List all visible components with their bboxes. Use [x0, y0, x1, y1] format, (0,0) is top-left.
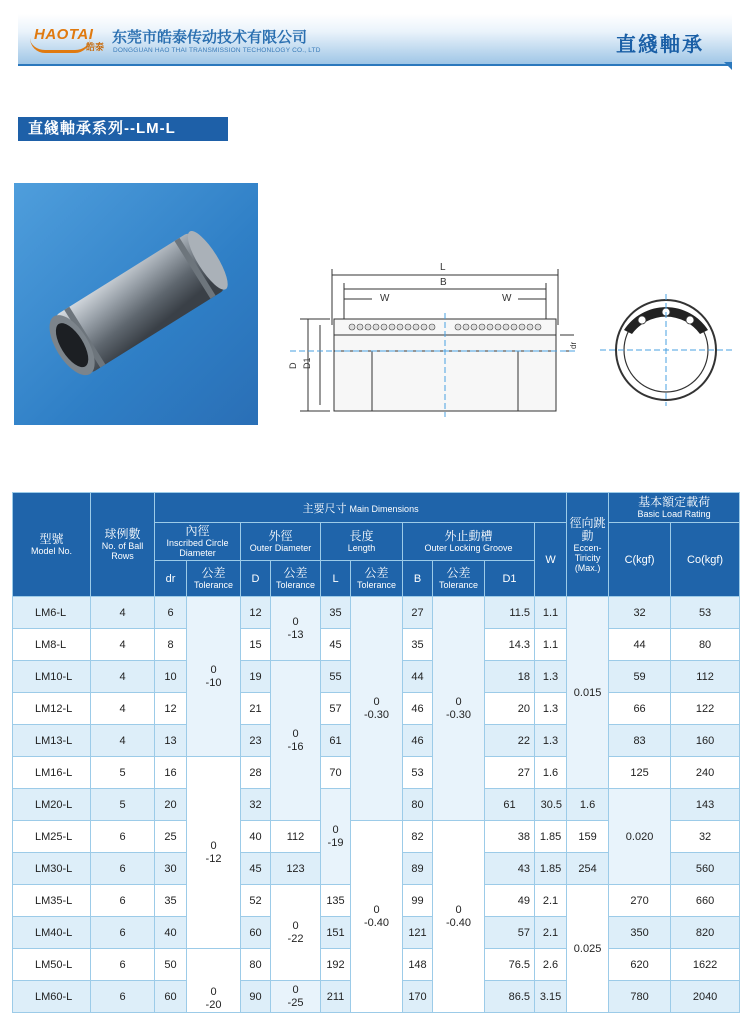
- col-D1-header: D1: [485, 561, 535, 597]
- col-dr-header: dr: [155, 561, 187, 597]
- product-photo: [14, 183, 258, 425]
- table-row: LM13-L 4 13 23 61 46 22 1.3 83 160: [13, 725, 740, 757]
- length-header: 長度 Length: [321, 523, 403, 561]
- groove-header: 外止動槽 Outer Locking Groove: [403, 523, 535, 561]
- table-row: LM10-L 4 10 19 0 -16 55 44 18 1.3 59 112: [13, 661, 740, 693]
- eccentricity-cell: 0.015: [567, 597, 609, 789]
- table-row: LM50-L 6 50 0 -20 80 192 148 76.5 2.6 620 1622: [13, 949, 740, 981]
- col-D-tol-header: 公差 Tolerance: [271, 561, 321, 597]
- dr-tolerance-cell: 0 -10: [187, 597, 241, 757]
- L-tolerance-cell: 0 -0.40: [351, 821, 403, 1013]
- logo-text: HAOTAI: [34, 26, 94, 43]
- load-rating-header: 基本額定載荷 Basic Load Rating: [609, 493, 740, 523]
- B-tolerance-cell: 0 -0.30: [433, 597, 485, 821]
- table-row: LM16-L 5 16 0 -12 28 70 53 27 1.6 125 240: [13, 757, 740, 789]
- col-L-tol-header: 公差 Tolerance: [351, 561, 403, 597]
- page-header: [18, 14, 732, 66]
- col-eccentricity-header: 徑向跳動 Eccen- Tiricity (Max.): [567, 493, 609, 597]
- main-dimensions-header: 主要尺寸 Main Dimensions: [155, 493, 567, 523]
- col-B-tol-header: 公差 Tolerance: [433, 561, 485, 597]
- col-model-header: 型號 Model No.: [13, 493, 91, 597]
- dim-B-label: B: [440, 277, 447, 288]
- dim-dr-label: dr: [569, 341, 578, 349]
- outer-diameter-header: 外徑 Outer Diameter: [241, 523, 321, 561]
- D-tolerance-cell: 0 -16: [271, 661, 321, 821]
- L-tolerance-cell: 0 -0.30: [351, 597, 403, 821]
- table-row: LM8-L 4 8 15 45 35 14.3 1.1 44 80: [13, 629, 740, 661]
- col-Co-header: Co(kgf): [671, 523, 740, 597]
- header-title: 直綫軸承: [616, 34, 704, 56]
- table-row: LM25-L 6 25 40 112 0 -0.40 82 0 -0.40 38 1.85 159 32: [13, 821, 740, 853]
- dim-W-right-label: W: [502, 293, 512, 304]
- inner-diameter-header: 內徑 Inscribed Circle Diameter: [155, 523, 241, 561]
- section-title: 直綫軸承系列--LM-L: [18, 117, 228, 141]
- D-tolerance-cell: 0 -13: [271, 597, 321, 661]
- col-B-header: B: [403, 561, 433, 597]
- company-logo: [34, 24, 104, 52]
- col-dr-tol-header: 公差 Tolerance: [187, 561, 241, 597]
- dim-D-label: D: [288, 362, 298, 369]
- table-row: LM30-L 6 30 45 123 89 43 1.85 254 560: [13, 853, 740, 885]
- dim-D1-label: D1: [302, 357, 312, 369]
- table-row: LM12-L 4 12 21 57 46 20 1.3 66 122: [13, 693, 740, 725]
- col-L-header: L: [321, 561, 351, 597]
- bearing-side-drawing: [280, 255, 580, 425]
- header-corner-arrow: [724, 62, 732, 70]
- col-C-header: C(kgf): [609, 523, 671, 597]
- D-tolerance-cell: 0 -19: [321, 789, 351, 885]
- table-row: LM35-L 6 35 52 0 -22 135 99 49 2.1 0.025 270 660: [13, 885, 740, 917]
- company-name-en: DONGGUAN HAO THAI TRANSMISSION TECHONLOGY CO., LTD: [113, 47, 321, 54]
- table-row: LM6-L 4 6 0 -10 12 0 -13 35 0 -0.30 27 0 -0.30 11.5 1.1 0.015 32 53: [13, 597, 740, 629]
- spec-table: [12, 492, 740, 1013]
- B-tolerance-cell: 0 -0.40: [433, 821, 485, 1013]
- dim-W-left-label: W: [380, 293, 390, 304]
- D-tolerance-cell: 0 -22: [271, 885, 321, 981]
- company-name-cn: 东莞市皓泰传动技术有限公司: [112, 29, 308, 46]
- eccentricity-cell: 0.025: [567, 885, 609, 1013]
- dr-tolerance-cell: 0 -12: [187, 757, 241, 949]
- bearing-photo-illustration: [14, 183, 258, 425]
- table-row: LM40-L 6 40 60 151 121 57 2.1 350 820: [13, 917, 740, 949]
- table-row: LM60-L 6 60 90 0 -25 211 170 86.5 3.15 780 2040: [13, 981, 740, 1013]
- table-row: LM20-L 5 20 32 0 -19 80 61 30.5 1.6 0.020 143: [13, 789, 740, 821]
- dim-L-label: L: [440, 262, 446, 273]
- col-D-header: D: [241, 561, 271, 597]
- eccentricity-cell: 0.020: [609, 789, 671, 885]
- bearing-end-drawing: [596, 290, 736, 410]
- D-tolerance-cell: 0 -25: [271, 981, 321, 1013]
- col-balls-header: 球例數 No. of Ball Rows: [91, 493, 155, 597]
- dr-tolerance-cell: 0 -20: [187, 949, 241, 1013]
- logo-cn: 皓泰: [86, 42, 105, 52]
- col-W-header: W: [535, 523, 567, 597]
